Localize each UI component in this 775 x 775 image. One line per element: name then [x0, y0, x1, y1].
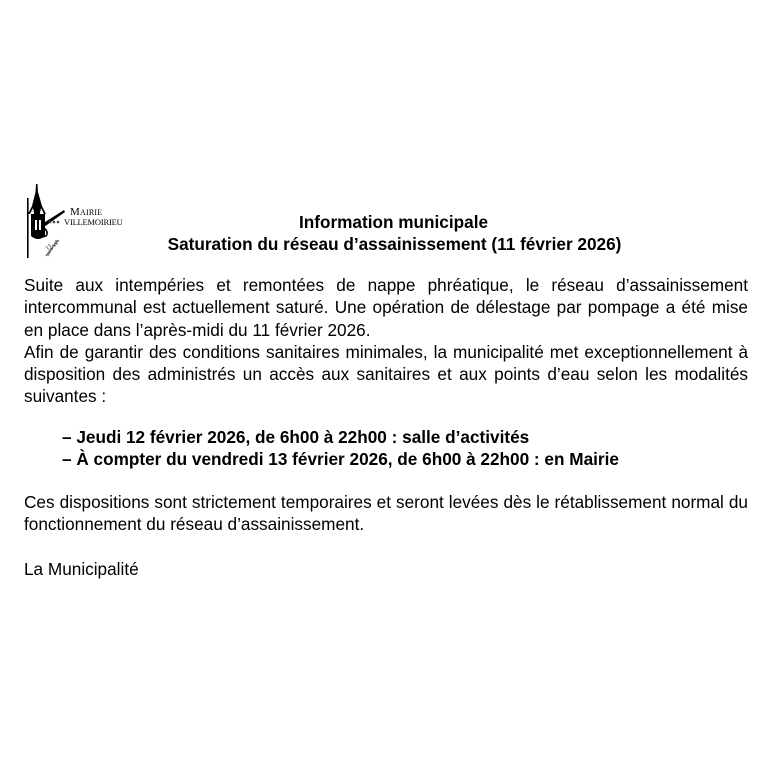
signature: La Municipalité [24, 559, 139, 579]
schedule-item-thursday: – Jeudi 12 février 2026, de 6h00 à 22h00 : salle d’activités [62, 427, 530, 447]
paragraph-measures: Afin de garantir des conditions sanitaires minimales, la municipalité met exceptionnellement à disposition des administrés un accès aux sanitaires et aux points d’eau selon les modalités suivantes : [24, 341, 748, 407]
paragraph-situation: Suite aux intempéries et remontées de nappe phréatique, le réseau d’assainissement intercommunal est actuellement saturé. Une opération de délestage par pompage a été mise en place dans l’après-midi du 11 février 2026. [24, 275, 748, 340]
closing-section [24, 491, 748, 536]
intro-section [24, 274, 748, 408]
page-subtitle: Saturation du réseau d’assainissement (11 février 2026) [167, 234, 622, 254]
signature-section [24, 558, 748, 580]
schedule-list [62, 426, 752, 471]
page-title: Information municipale [298, 212, 489, 232]
schedule-item-friday: – À compter du vendredi 13 février 2026, de 6h00 à 22h00 : en Mairie [62, 449, 619, 470]
logo-town-label: VILLEMOIRIEU [64, 217, 123, 227]
logo-mairie-label: Mairie [70, 206, 103, 218]
page-heading [0, 211, 775, 255]
paragraph-closing: Ces dispositions sont strictement temporaires et seront levées dès le rétablissement normal du fonctionnement du réseau d’assainissement. [24, 492, 748, 535]
